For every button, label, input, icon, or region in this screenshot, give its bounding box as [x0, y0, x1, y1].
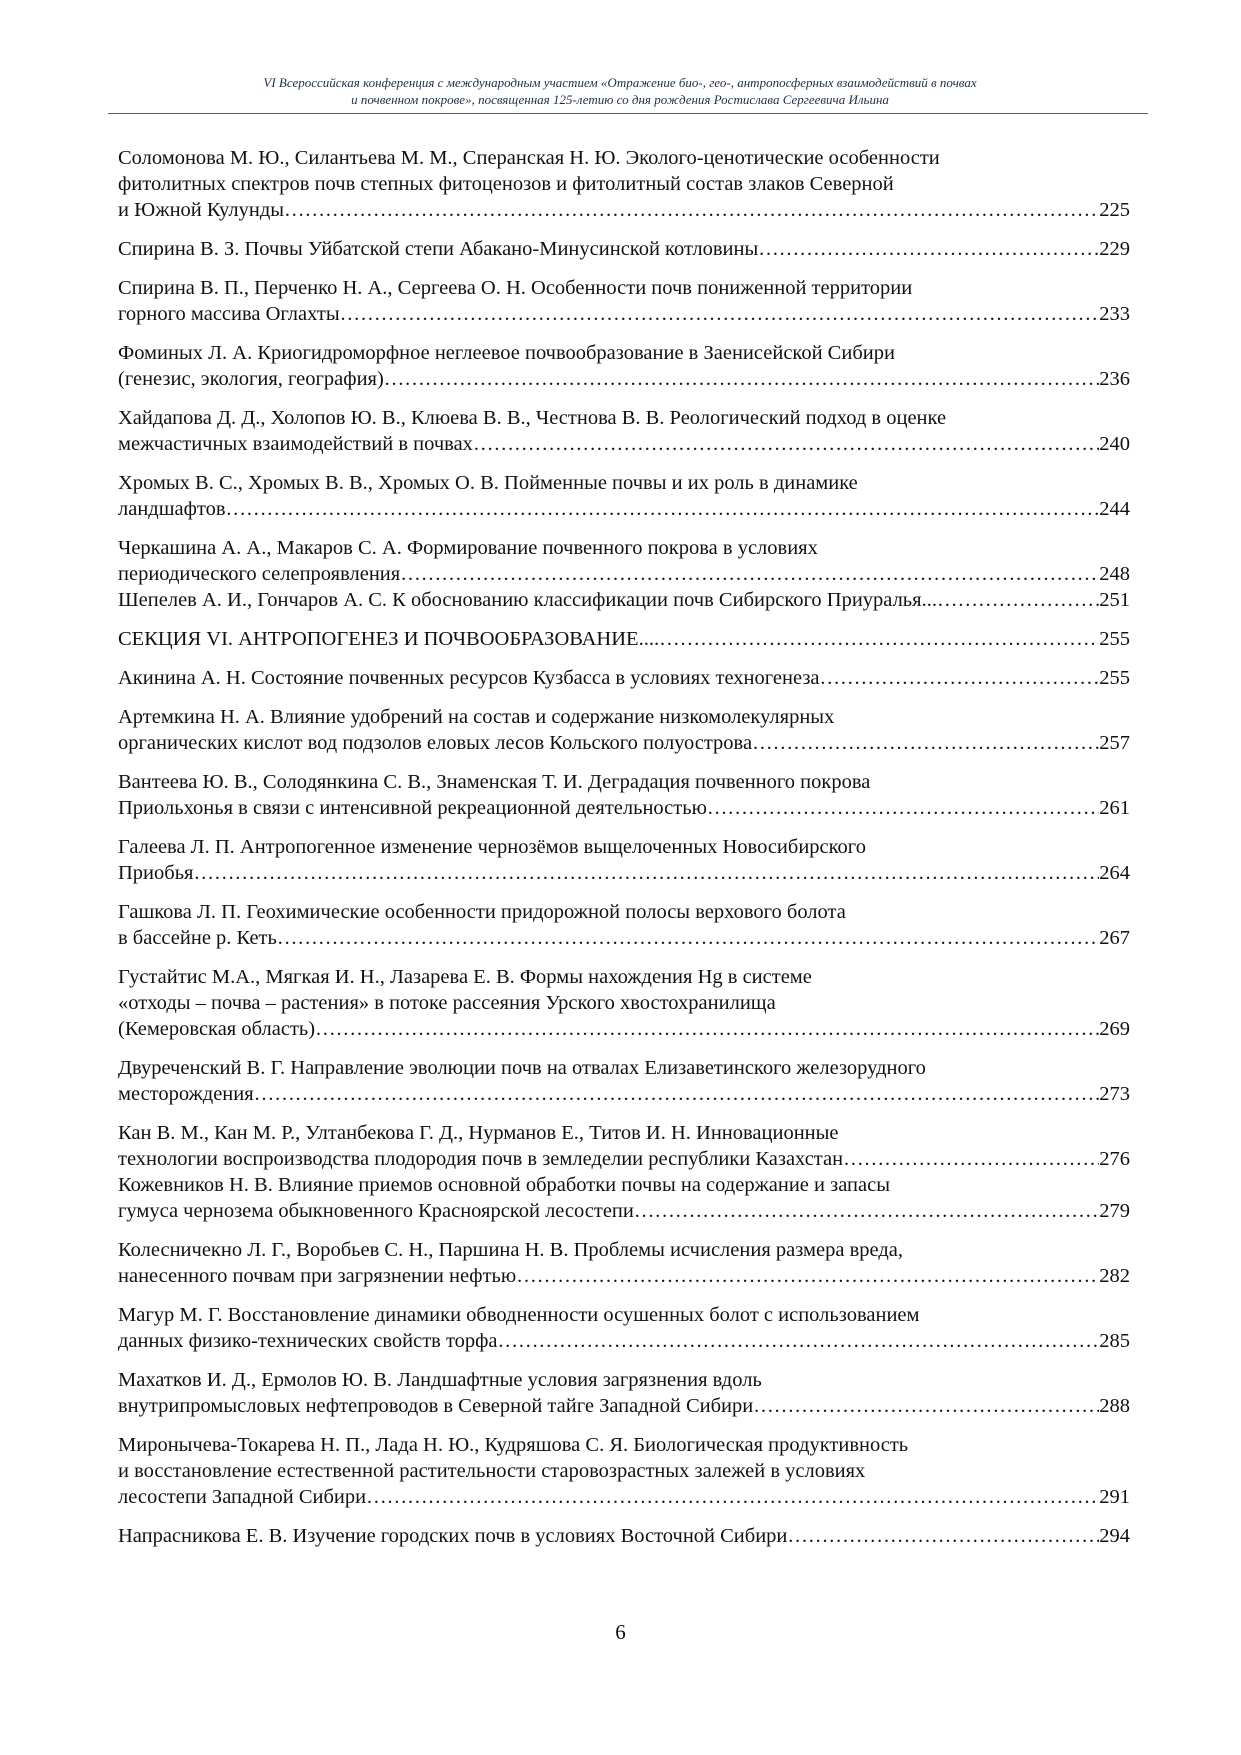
toc-page-ref: 251	[1099, 589, 1130, 611]
toc-entry-title-end: Напрасникова Е. В. Изучение городских почв в условиях Восточной Сибири	[118, 1525, 788, 1547]
toc-entry-last-line	[118, 1016, 1130, 1042]
toc-page-ref: 279	[1099, 1200, 1130, 1222]
toc-entry-line: Миронычева-Токарева Н. П., Лада Н. Ю., Кудряшова С. Я. Биологическая продуктивность	[118, 1434, 909, 1456]
dot-leader	[752, 730, 1099, 756]
toc-entry-line: «отходы – почва – растения» в потоке рассеяния Урского хвостохранилища	[118, 992, 776, 1014]
toc-entry	[118, 834, 1130, 886]
dot-leader	[498, 1328, 1100, 1354]
toc-entry-line: Вантеева Ю. В., Солодянкина С. В., Знаменская Т. И. Деградация почвенного покрова	[118, 771, 871, 793]
toc-entry-title-end: Шепелев А. И., Гончаров А. С. К обоснованию классификации почв Сибирского Приуралья...	[118, 589, 937, 611]
toc-entry	[118, 1237, 1130, 1289]
dot-leader	[340, 301, 1100, 327]
toc-entry-line: Артемкина Н. А. Влияние удобрений на состав и содержание низкомолекулярных	[118, 706, 835, 728]
toc-entry	[118, 1302, 1130, 1354]
dot-leader	[707, 795, 1099, 821]
toc-entry	[118, 1523, 1130, 1549]
toc-entry-last-line	[118, 236, 1130, 262]
toc-entry-title-end: данных физико-технических свойств торфа	[118, 1330, 498, 1352]
toc-entry	[118, 626, 1130, 652]
dot-leader	[820, 665, 1100, 691]
toc-entry	[118, 769, 1130, 821]
toc-entry-line: Хромых В. С., Хромых В. В., Хромых О. В. Пойменные почвы и их роль в динамике	[118, 472, 858, 494]
toc-entry-last-line	[118, 1146, 1130, 1172]
toc-page-ref: 255	[1099, 628, 1130, 650]
toc-entry	[118, 405, 1130, 457]
toc-entry-last-line	[118, 1081, 1130, 1107]
toc-entry-line: Колесничекно Л. Г., Воробьев С. Н., Паршина Н. В. Проблемы исчисления размера вреда,	[118, 1239, 903, 1261]
toc-entry-last-line	[118, 925, 1130, 951]
page-number: 6	[615, 1620, 626, 1644]
toc-entry	[118, 704, 1130, 756]
dot-leader	[284, 197, 1099, 223]
dot-leader	[384, 366, 1099, 392]
toc-entry-last-line	[118, 795, 1130, 821]
toc-entry-last-line	[118, 1393, 1130, 1419]
toc-page-ref: 229	[1099, 238, 1130, 260]
dot-leader	[937, 587, 1099, 613]
table-of-contents	[118, 145, 1130, 1562]
toc-entry	[118, 535, 1130, 587]
toc-entry-title-end: месторождения	[118, 1083, 254, 1105]
dot-leader	[843, 1146, 1099, 1172]
toc-entry	[118, 1120, 1130, 1172]
toc-entry-last-line	[118, 431, 1130, 457]
toc-entry-title-end: Приобья	[118, 862, 194, 884]
toc-page-ref: 288	[1099, 1395, 1130, 1417]
toc-entry-last-line	[118, 1198, 1130, 1224]
toc-entry-last-line	[118, 366, 1130, 392]
dot-leader	[366, 1484, 1099, 1510]
toc-entry-line: Двуреченский В. Г. Направление эволюции почв на отвалах Елизаветинского железорудного	[118, 1057, 926, 1079]
toc-entry-title-end: внутрипромысловых нефтепроводов в Северной тайге Западной Сибири	[118, 1395, 754, 1417]
dot-leader	[277, 925, 1099, 951]
toc-page-ref: 240	[1099, 433, 1130, 455]
toc-page-ref: 255	[1099, 667, 1130, 689]
toc-entry	[118, 236, 1130, 262]
toc-entry-title-end: межчастичных взаимодействий в почвах	[118, 433, 473, 455]
toc-entry-last-line	[118, 730, 1130, 756]
dot-leader	[758, 236, 1099, 262]
toc-entry	[118, 1367, 1130, 1419]
toc-page-ref: 257	[1099, 732, 1130, 754]
toc-entry-line: Махатков И. Д., Ермолов Ю. В. Ландшафтные условия загрязнения вдоль	[118, 1369, 762, 1391]
toc-entry-last-line	[118, 1263, 1130, 1289]
toc-entry-last-line	[118, 1484, 1130, 1510]
toc-entry-title-end: и Южной Кулунды	[118, 199, 285, 221]
toc-entry-title-end: Спирина В. З. Почвы Уйбатской степи Абакано-Минусинской котловины	[118, 238, 759, 260]
dot-leader	[516, 1263, 1099, 1289]
toc-page-ref: 282	[1099, 1265, 1130, 1287]
toc-entry-last-line	[118, 496, 1130, 522]
toc-entry	[118, 145, 1130, 223]
toc-entry-title-end: нанесенного почвам при загрязнении нефтью	[118, 1265, 517, 1287]
toc-page-ref: 276	[1099, 1148, 1130, 1170]
toc-entry-line: и восстановление естественной растительности старовозрастных залежей в условиях	[118, 1460, 866, 1482]
header-line-2: и почвенном покрове», посвященная 125-летию со дня рождения Ростислава Сергеевича Ильина	[351, 92, 889, 107]
toc-entry-title-end: (генезис, экология, география)	[118, 368, 384, 390]
toc-entry-line: Кожевников Н. В. Влияние приемов основной обработки почвы на содержание и запасы	[118, 1174, 890, 1196]
toc-entry-title-end: ландшафтов	[118, 498, 226, 520]
toc-page-ref: 291	[1099, 1486, 1130, 1508]
toc-entry	[118, 587, 1130, 613]
toc-entry-line: Спирина В. П., Перченко Н. А., Сергеева О. Н. Особенности почв пониженной территории	[118, 277, 913, 299]
toc-entry	[118, 1432, 1130, 1510]
toc-entry	[118, 470, 1130, 522]
running-header	[140, 74, 1100, 108]
toc-entry-line: Кан В. М., Кан М. Р., Ултанбекова Г. Д., Нурманов Е., Титов И. Н. Инновационные	[118, 1122, 839, 1144]
toc-entry-last-line	[118, 561, 1130, 587]
toc-entry-line: Соломонова М. Ю., Силантьева М. М., Сперанская Н. Ю. Эколого-ценотические особенности	[118, 147, 940, 169]
toc-page-ref: 244	[1099, 498, 1130, 520]
toc-page-ref: 264	[1099, 862, 1130, 884]
toc-entry-title-end: Акинина А. Н. Состояние почвенных ресурсов Кузбасса в условиях техногенеза	[118, 667, 820, 689]
toc-entry-last-line	[118, 587, 1130, 613]
toc-entry-line: Густайтис М.А., Мягкая И. Н., Лазарева Е. В. Формы нахождения Hg в системе	[118, 966, 812, 988]
toc-page-ref: 233	[1099, 303, 1130, 325]
header-divider	[108, 113, 1148, 114]
toc-entry-title-end: (Кемеровская область)	[118, 1018, 316, 1040]
toc-entry-title-end: горного массива Оглахты	[118, 303, 340, 325]
toc-entry-title-end: лесостепи Западной Сибири	[118, 1486, 367, 1508]
dot-leader	[787, 1523, 1099, 1549]
toc-page-ref: 267	[1099, 927, 1130, 949]
dot-leader	[315, 1016, 1099, 1042]
toc-page-ref: 269	[1099, 1018, 1130, 1040]
toc-entry	[118, 899, 1130, 951]
toc-entry-title-end: периодического селепроявления	[118, 563, 401, 585]
toc-entry-line: Магур М. Г. Восстановление динамики обводненности осушенных болот с использованием	[118, 1304, 920, 1326]
toc-entry-title-end: Приольхонья в связи с интенсивной рекреационной деятельностью	[118, 797, 707, 819]
toc-entry-line: Гашкова Л. П. Геохимические особенности придорожной полосы верхового болота	[118, 901, 846, 923]
dot-leader	[400, 561, 1099, 587]
toc-entry-title-end: в бассейне р. Кеть	[118, 927, 277, 949]
toc-entry	[118, 964, 1130, 1042]
toc-entry-last-line	[118, 860, 1130, 886]
toc-page-ref: 285	[1099, 1330, 1130, 1352]
dot-leader	[659, 626, 1099, 652]
toc-entry	[118, 1055, 1130, 1107]
header-line-1: VI Всероссийская конференция с международным участием «Отражение био-, гео-, антропосферных взаимодействий в почвах	[263, 75, 977, 90]
toc-entry	[118, 665, 1130, 691]
toc-entry	[118, 1172, 1130, 1224]
toc-entry	[118, 275, 1130, 327]
toc-entry-title-end: гумуса чернозема обыкновенного Красноярской лесостепи	[118, 1200, 634, 1222]
toc-entry-title-end: СЕКЦИЯ VI. АНТРОПОГЕНЕЗ И ПОЧВООБРАЗОВАНИЕ....	[118, 628, 660, 650]
dot-leader	[753, 1393, 1099, 1419]
dot-leader	[193, 860, 1099, 886]
dot-leader	[254, 1081, 1100, 1107]
dot-leader	[473, 431, 1099, 457]
toc-entry-title-end: технологии воспроизводства плодородия почв в земледелии республики Казахстан	[118, 1148, 844, 1170]
dot-leader	[226, 496, 1100, 522]
toc-entry-line: Черкашина А. А., Макаров С. А. Формирование почвенного покрова в условиях	[118, 537, 818, 559]
toc-entry-last-line	[118, 1523, 1130, 1549]
toc-page-ref: 236	[1099, 368, 1130, 390]
toc-page-ref: 294	[1099, 1525, 1130, 1547]
toc-entry-line: фитолитных спектров почв степных фитоценозов и фитолитный состав злаков Северной	[118, 173, 894, 195]
toc-entry	[118, 340, 1130, 392]
toc-entry-title-end: органических кислот вод подзолов еловых лесов Кольского полуострова	[118, 732, 753, 754]
toc-entry-last-line	[118, 626, 1130, 652]
toc-page-ref: 261	[1099, 797, 1130, 819]
toc-entry-last-line	[118, 301, 1130, 327]
toc-entry-last-line	[118, 197, 1130, 223]
toc-entry-last-line	[118, 1328, 1130, 1354]
toc-entry-line: Хайдапова Д. Д., Холопов Ю. В., Клюева В. В., Честнова В. В. Реологический подход в оценке	[118, 407, 947, 429]
toc-page-ref: 273	[1099, 1083, 1130, 1105]
toc-page-ref: 225	[1099, 199, 1130, 221]
toc-entry-line: Галеева Л. П. Антропогенное изменение чернозёмов выщелоченных Новосибирского	[118, 836, 866, 858]
toc-entry-last-line	[118, 665, 1130, 691]
dot-leader	[634, 1198, 1099, 1224]
toc-entry-line: Фоминых Л. А. Криогидроморфное неглеевое почвообразование в Заенисейской Сибири	[118, 342, 895, 364]
toc-page-ref: 248	[1099, 563, 1130, 585]
